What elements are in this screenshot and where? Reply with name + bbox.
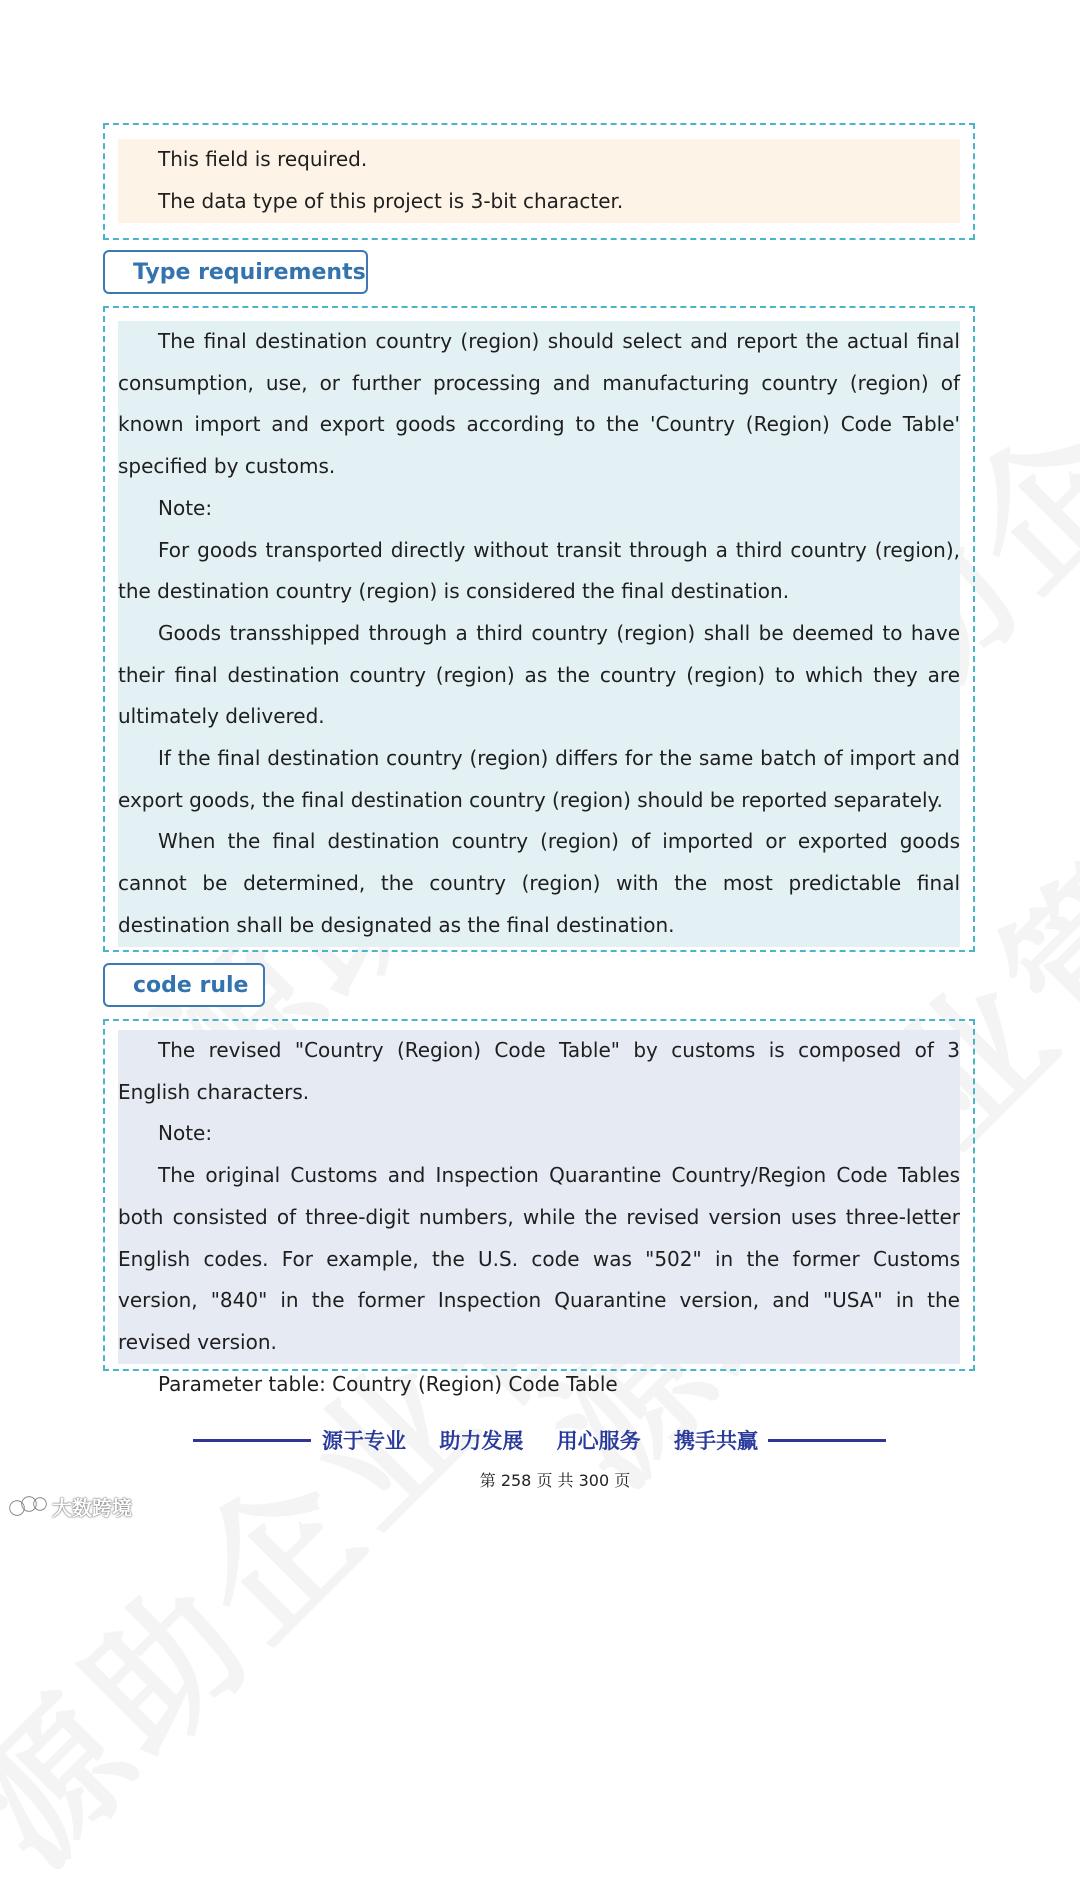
section-heading-type-requirements — [103, 250, 368, 294]
paragraph: For goods transported directly without transit through a third country (region), the destination country (region) is considered the final destination. — [118, 537, 960, 604]
required-note: This field is required. — [158, 147, 368, 171]
data-type-note: The data type of this project is 3-bit character. — [158, 188, 624, 213]
footer-rule-left — [193, 1439, 311, 1442]
footer-rule-right — [768, 1439, 886, 1442]
type-requirements-box — [103, 306, 975, 952]
requirement-box — [103, 123, 975, 240]
slogan-item: 源于专业 — [322, 1429, 406, 1453]
paragraph: The revised "Country (Region) Code Table" by customs is composed of 3 English characters. — [118, 1038, 960, 1104]
paragraph: When the final destination country (region) of imported or exported goods cannot be determined, the country (region) with the most predictable final destination shall be designated as the final destination. — [118, 829, 960, 937]
slogan-item: 助力发展 — [439, 1429, 524, 1453]
section-heading-label: Type requirements — [133, 259, 366, 285]
paragraph: If the final destination country (region) differs for the same batch of import and export goods, the final destination country (region) should be reported separately. — [118, 746, 960, 812]
note-label: Note: — [158, 1121, 213, 1146]
paragraph: Goods transshipped through a third country (region) shall be deemed to have their final destination country (region) as the country (region) to which they are ultimately delivered. — [118, 620, 960, 729]
parameter-table-line: Parameter table: Country (Region) Code Table — [158, 1371, 618, 1396]
footer-slogan — [322, 1424, 758, 1456]
note-label: Note: — [158, 495, 213, 520]
slogan-item: 用心服务 — [556, 1429, 641, 1453]
brand-logo-icon — [8, 1494, 48, 1520]
section-heading-label: code rule — [133, 972, 249, 998]
slogan-item: 携手共赢 — [673, 1429, 758, 1453]
paragraph: The final destination country (region) should select and report the actual final consumption, use, or further processing and manufacturing country (region) of known import and export goods according to the 'Country (Region) Code Table' specified by customs. — [118, 329, 960, 479]
paragraph: The original Customs and Inspection Quarantine Country/Region Code Tables both consisted of three-digit numbers, while the revised version uses three-letter English codes. For example, the U.S. code was "502" in the former Customs version, "840" in the former Inspection Quarantine version, and "USA" in the revised version. — [118, 1163, 960, 1354]
section-heading-code-rule — [103, 963, 265, 1007]
brand-logo-text: 大数跨境 — [52, 1496, 132, 1520]
page-number: 第 258 页 共 300 页 — [479, 1471, 631, 1490]
code-rule-box — [103, 1019, 975, 1396]
brand-logo — [8, 1492, 132, 1521]
